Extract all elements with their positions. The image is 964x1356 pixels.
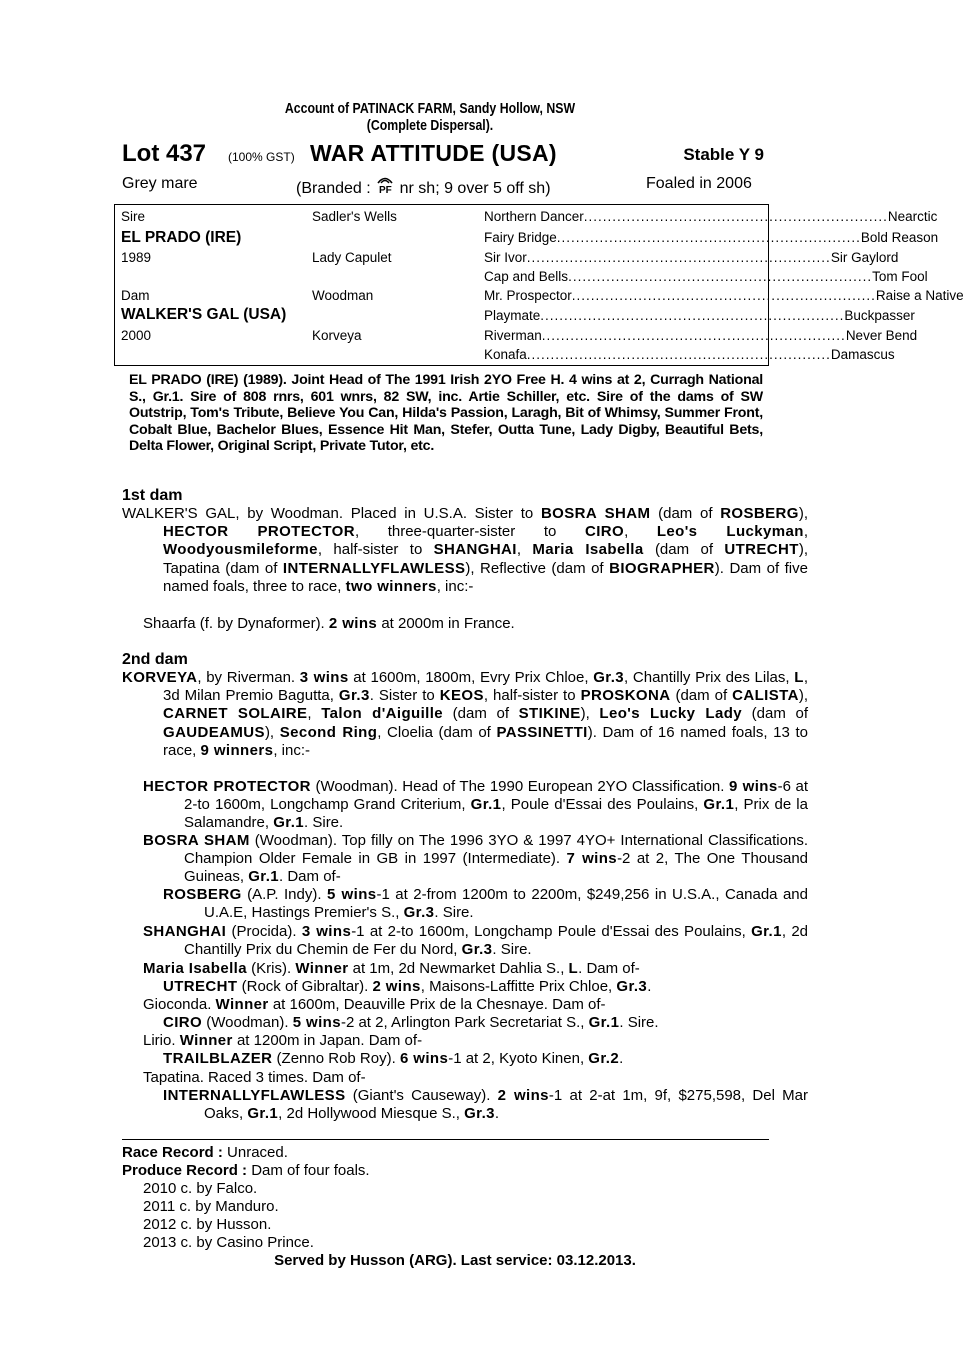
second-dam-heading: 2nd dam: [122, 651, 188, 668]
progeny-maria-isabella: [143, 960, 808, 978]
bold-text: Gr.1: [703, 796, 735, 814]
bold-text: Gr.3: [593, 669, 625, 686]
horse-name: WAR ATTITUDE (USA): [310, 140, 557, 166]
dispersal-note: (Complete Dispersal).: [366, 117, 494, 134]
text: . Dam of-: [279, 868, 341, 886]
sire-sire: Sadler's Wells: [312, 209, 397, 224]
bold-text: 7 wins: [566, 850, 618, 868]
vendor-account: Account of PATINACK FARM, Sandy Hollow, NSW: [284, 100, 576, 117]
bold-text: Gr.1: [273, 814, 305, 832]
progeny-internallyflawless: [163, 1087, 808, 1123]
text: Tapatina. Raced 3 times. Dam of-: [143, 1069, 366, 1086]
dam-name: WALKER'S GAL (USA): [121, 306, 287, 323]
g3-row: Cap and Bells ................................................................ Tom Fool: [484, 269, 928, 284]
foal-entry: 2010 c. by Falco.: [143, 1180, 258, 1197]
progeny-trailblazer: [163, 1050, 808, 1068]
text: (Woodman). Top filly on The 1996 3YO & 1997 4YO+ International Classifications. Champion Older Female in GB in 1997 (Intermediate).: [184, 832, 808, 868]
text: . Sire.: [492, 941, 532, 959]
text: , 2d Hollywood Miesque S.,: [278, 1105, 465, 1123]
sire-dam: Lady Capulet: [312, 250, 392, 265]
bold-text: TRAILBLAZER: [163, 1050, 273, 1067]
text: , Poule d'Essai des Poulains,: [501, 796, 704, 814]
text: at 1200m in Japan. Dam of-: [232, 1032, 423, 1049]
bold-text: CIRO: [163, 1014, 203, 1031]
produce-record: Produce Record : Dam of four foals.: [122, 1162, 370, 1179]
text: -1 at 2, Kyoto Kinen,: [448, 1050, 589, 1067]
dam-sire: Woodman: [312, 288, 374, 303]
gst-note: (100% GST): [228, 150, 295, 164]
text: , half-sister to: [483, 687, 581, 705]
bold-text: HECTOR PROTECTOR: [143, 778, 311, 795]
second-dam-paragraph: [122, 669, 808, 760]
bold-text: 6 wins: [399, 1050, 449, 1067]
bold-text: GAUDEAMUS: [163, 723, 265, 741]
sire-summary: EL PRADO (IRE) (1989). Joint Head of The 1991 Irish 2YO Free H. 4 wins at 2, Curragh National S., Gr.1. Sire of 808 rnrs, 601 wnrs, 82 SW, inc. Artie Schiller, etc. Sire of the dams of SW Outstrip, Tom's Tribute, Believe You Can, Hilda's Passion, Laragh, Bit of Whimsy, Summer Front, Cobalt Blue, Bachelor Blues, Essence Hit Man, Stefer, Outta Tune, Lady Digby, Beautiful Bets, Delta Flower, Original Script, Private Tutor, etc.: [129, 372, 763, 454]
bold-text: Gr.1: [588, 1014, 620, 1031]
branded-prefix: (Branded :: [296, 180, 371, 197]
sire-year: 1989: [121, 250, 152, 265]
bold-text: PROSKONA: [580, 687, 671, 705]
first-dam-progeny: Shaarfa (f. by Dynaformer). 2 wins at 2000m in France.: [143, 615, 515, 632]
g3-row: Konafa ................................................................ Damascus: [484, 347, 895, 362]
section-divider: [122, 1139, 769, 1140]
bold-text: CARNET SOLAIRE: [163, 705, 308, 723]
text: ),: [798, 687, 808, 705]
text: .: [494, 1105, 500, 1123]
text: -1 at 2-from 1200m to 2200m, $249,256 in U.S.A., Canada and U.A.E, Hastings Premier's S.,: [204, 886, 808, 922]
svg-text:PF: PF: [379, 185, 392, 196]
bold-text: 5 wins: [292, 1014, 341, 1031]
progeny-ciro: [163, 1014, 808, 1032]
progeny-lirio: [143, 1032, 808, 1050]
text: (A.P. Indy).: [241, 886, 327, 903]
bold-text: Maria Isabella: [143, 960, 247, 977]
text: (dam of: [670, 687, 733, 705]
text: .: [647, 978, 652, 995]
text: at 1m, 2d Newmarket Dahlia S.,: [348, 960, 569, 977]
progeny-bosra-sham: [143, 832, 808, 887]
sire-name: EL PRADO (IRE): [121, 229, 242, 246]
g3-row: Northern Dancer ................................................................ Nearctic: [484, 209, 938, 224]
g3-row: Sir Ivor ................................................................ Sir Gaylord: [484, 250, 899, 265]
bold-text: 2 wins: [497, 1087, 549, 1104]
bold-text: Second Ring: [279, 723, 378, 741]
text: . Sister to: [369, 687, 440, 705]
bold-text: ROSBERG: [163, 886, 242, 903]
bold-text: SHANGHAI: [143, 923, 227, 940]
text: -2 at 2, Arlington Park Secretariat S.,: [340, 1014, 589, 1031]
bold-text: Leo's Lucky Lady: [599, 705, 743, 723]
lot-number: Lot 437: [122, 140, 207, 167]
bold-text: 9 wins: [728, 778, 778, 795]
foaled-year: Foaled in 2006: [646, 175, 752, 192]
served-note: Served by Husson (ARG). Last service: 03.12.2013.: [274, 1252, 636, 1269]
g3-row: Fairy Bridge ................................................................ Bold Reason: [484, 230, 939, 245]
bold-text: KORVEYA: [122, 669, 198, 686]
bold-text: L: [568, 960, 579, 977]
bold-text: UTRECHT: [163, 978, 238, 995]
text: . Sire.: [304, 814, 344, 832]
text: (Giant's Causeway).: [345, 1087, 498, 1104]
progeny-shanghai: [143, 923, 808, 959]
text: , 3d Milan Premio Bagutta,: [163, 669, 808, 705]
bold-text: BOSRA SHAM: [143, 832, 250, 849]
text: (Kris).: [247, 960, 296, 977]
foal-entry: 2011 c. by Manduro.: [143, 1198, 279, 1215]
progeny-rosberg: [163, 886, 808, 922]
brand-mark-icon: [375, 175, 395, 195]
text: . Dam of-: [578, 960, 640, 977]
bold-text: 5 wins: [326, 886, 377, 903]
pedigree-table: [114, 204, 964, 366]
text: at 1600m, Deauville Prix de la Chesnaye. Dam of-: [268, 996, 606, 1013]
text: , by Riverman.: [197, 669, 300, 686]
text: , Cloelia (dam of: [377, 723, 497, 741]
text: Lirio.: [143, 1032, 180, 1049]
text: . Sire.: [619, 1014, 659, 1031]
text: , Prix de la Salamandre,: [184, 796, 808, 832]
bold-text: 2 wins: [372, 978, 421, 995]
text: (Rock of Gibraltar).: [237, 978, 373, 995]
text: at 1600m, 1800m, Evry Prix Chloe,: [348, 669, 594, 686]
sire-label: Sire: [121, 209, 146, 224]
text: -2 at 2, The One Thousand Guineas,: [184, 850, 808, 886]
text: (Woodman).: [202, 1014, 293, 1031]
bold-text: L: [794, 669, 804, 686]
first-dam-paragraph: WALKER'S GAL, by Woodman. Placed in U.S.A. Sister to BOSRA SHAM (dam of ROSBERG), HECTOR PROTECTOR, three-quarter-sister to CIRO, Leo's Luckyman, Woodyousmileforme, half-sister to SHANGHAI, Maria Isabella (dam of UTRECHT), Tapatina (dam of INTERNALLYFLAWLESS), Reflective (dam of BIOGRAPHER). Dam of five named foals, three to race, two winners, inc:-: [122, 505, 809, 595]
bold-text: 3 wins: [301, 923, 352, 940]
dam-year: 2000: [121, 328, 152, 343]
progeny-hector-protector: [143, 778, 808, 833]
text: -1 at 2-to 1600m, Longchamp Poule d'Essai des Poulains,: [351, 923, 752, 940]
text: Gioconda.: [143, 996, 216, 1013]
bold-text: STIKINE: [518, 705, 581, 723]
foal-entry: 2012 c. by Husson.: [143, 1216, 272, 1233]
text: (dam of: [742, 705, 808, 723]
bold-text: Gr.3: [338, 687, 370, 705]
bold-text: 9 winners: [200, 741, 274, 759]
branded-suffix: nr sh; 9 over 5 off sh): [399, 180, 551, 197]
stable-number: Stable Y 9: [683, 145, 764, 164]
bold-text: Gr.1: [751, 923, 782, 940]
foal-entry: 2013 c. by Casino Prince.: [143, 1234, 314, 1251]
bold-text: Gr.3: [616, 978, 648, 995]
bold-text: Gr.1: [247, 1105, 279, 1123]
colour-sex: Grey mare: [122, 175, 198, 192]
text: (dam of: [443, 705, 519, 723]
progeny-tapatina: [143, 1069, 808, 1087]
text: . Sire.: [434, 904, 474, 922]
bold-text: KEOS: [439, 687, 484, 705]
first-dam-heading: 1st dam: [122, 487, 183, 504]
text: (Zenno Rob Roy).: [272, 1050, 400, 1067]
progeny-utrecht: [163, 978, 808, 996]
lot-title-line: [122, 140, 767, 168]
g3-row: Mr. Prospector ................................................................ Raise a Native: [484, 288, 964, 303]
bold-text: Talon d'Aiguille: [321, 705, 444, 723]
text: ),: [580, 705, 600, 723]
bold-text: Winner: [295, 960, 349, 977]
bold-text: Gr.3: [461, 941, 493, 959]
bold-text: Gr.1: [470, 796, 502, 814]
bold-text: Gr.2: [588, 1050, 620, 1067]
text: ),: [264, 723, 280, 741]
progeny-gioconda: [143, 996, 808, 1014]
text: , inc:-: [273, 741, 310, 759]
bold-text: Gr.3: [464, 1105, 495, 1123]
g3-row: Playmate ................................................................ Buckpasser: [484, 308, 915, 323]
bold-text: Gr.1: [248, 868, 280, 886]
text: ). Dam of 16 named foals, 13 to race,: [163, 723, 808, 759]
g3-row: Riverman ................................................................ Never Bend: [484, 328, 918, 343]
brand-description: [296, 175, 551, 198]
text: -6 at 2-to 1600m, Longchamp Grand Criterium,: [184, 778, 809, 814]
bold-text: 3 wins: [299, 669, 349, 686]
bold-text: Winner: [215, 996, 269, 1013]
dam-dam: Korveya: [312, 328, 362, 343]
text: -1 at 2-at 1m, 9f, $275,598, Del Mar Oaks,: [204, 1087, 808, 1123]
bold-text: Winner: [179, 1032, 233, 1049]
bold-text: INTERNALLYFLAWLESS: [163, 1087, 346, 1104]
text: , 2d Chantilly Prix du Chemin de Fer du Nord,: [184, 923, 809, 959]
text: (Woodman). Head of The 1990 European 2YO Classification.: [310, 778, 729, 795]
text: , Chantilly Prix des Lilas,: [624, 669, 795, 686]
text: , Maisons-Laffitte Prix Chloe,: [420, 978, 617, 995]
race-record: Race Record : Unraced.: [122, 1144, 288, 1161]
text: ,: [307, 705, 322, 723]
dam-label: Dam: [121, 288, 150, 303]
bold-text: CALISTA: [732, 687, 799, 705]
bold-text: Gr.3: [403, 904, 435, 922]
text: .: [619, 1050, 624, 1067]
text: (Procida).: [226, 923, 302, 940]
bold-text: PASSINETTI: [496, 723, 588, 741]
